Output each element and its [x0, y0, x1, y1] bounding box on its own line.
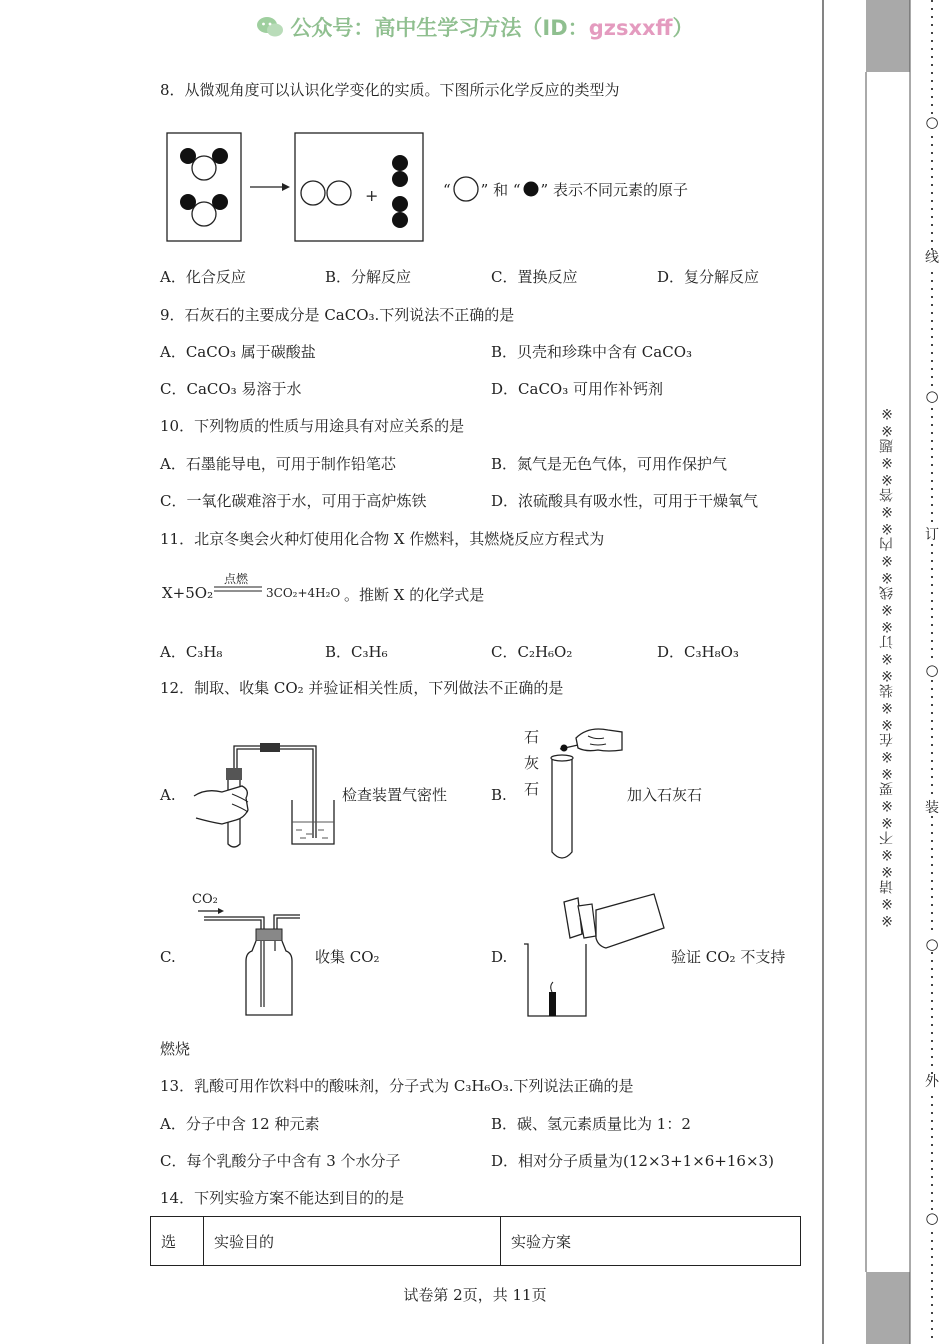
q8-legend-open: “ [443, 181, 451, 199]
q11-eq-condition: 点燃 [224, 572, 249, 586]
q13-option-d: D．相对分子质量为(12×3+1×6+16×3) [491, 1152, 774, 1170]
q12-option-a-letter: A. [160, 786, 176, 804]
binding-mark-zhuang: 装 [925, 800, 939, 816]
table-row [151, 1217, 801, 1266]
q12-stem: 12．制取、收集 CO₂ 并验证相关性质，下列做法不正确的是 [160, 679, 564, 697]
q11-option-c: C．C₂H₆O₂ [491, 643, 573, 661]
airtightness-apparatus-image [192, 738, 342, 850]
q8-legend-and: ” 和 “ [480, 181, 521, 199]
q10-option-a: A．石墨能导电，可用于制作铅笔芯 [160, 455, 396, 473]
header-banner [0, 12, 950, 42]
q14-header-option: 选 [151, 1217, 204, 1266]
q12-b-side-label [524, 724, 544, 802]
binding-circle-4: ○ [925, 935, 939, 953]
q13-stem: 13．乳酸可用作饮料中的酸味剂，分子式为 C₃H₆O₃.下列说法正确的是 [160, 1077, 634, 1095]
q13-option-a: A．分子中含 12 种元素 [160, 1115, 320, 1133]
binding-circle-3: ○ [925, 661, 939, 679]
q11-option-d: D．C₃H₈O₃ [657, 643, 739, 661]
q8-plus: + [365, 186, 379, 205]
q11-eq-tail: 。推断 X 的化学式是 [344, 586, 485, 604]
q11-option-b: B．C₃H₆ [325, 643, 388, 661]
black-atom-icon [521, 179, 541, 199]
binding-circle-2: ○ [925, 387, 939, 405]
q14-header-method: 实验方案 [501, 1217, 801, 1266]
q8-legend [443, 176, 688, 202]
q12-option-d-text: 验证 CO₂ 不支持 [671, 948, 786, 966]
q8-stem: 8．从微观角度可以认识化学变化的实质。下图所示化学反应的类型为 [160, 81, 620, 99]
gas-collection-bottle-image [196, 905, 304, 1020]
binding-mark-ding: 订 [925, 527, 939, 543]
q9-stem: 9．石灰石的主要成分是 CaCO₃.下列说法不正确的是 [160, 306, 515, 324]
q14-header-goal: 实验目的 [204, 1217, 501, 1266]
q10-option-c: C．一氧化碳难溶于水，可用于高炉炼铁 [160, 492, 427, 510]
q11-stem: 11．北京冬奥会火种灯使用化合物 X 作燃料，其燃烧反应方程式为 [160, 530, 605, 548]
q9-option-c: C．CaCO₃ 易溶于水 [160, 380, 302, 398]
q12-option-a-text: 检查装置气密性 [342, 786, 448, 804]
q12-option-b-text: 加入石灰石 [627, 786, 703, 804]
q11-eq-sign [214, 586, 262, 592]
q12-b-side-char-1: 石 [524, 728, 540, 746]
binding-circle-5: ○ [925, 1209, 939, 1227]
q8-option-b: B．分解反应 [325, 268, 412, 286]
binding-notice: ※※请※※不※※要※※在※※装※※订※※线※※内※※答※※题※※ [879, 404, 895, 928]
banner-close: ） [672, 16, 694, 40]
q9-option-a: A．CaCO₃ 属于碳酸盐 [160, 343, 316, 361]
co2-pour-beaker-image [522, 888, 668, 1022]
add-limestone-image [548, 722, 626, 866]
q12-b-side-char-2: 灰 [524, 754, 540, 772]
q8-option-a: A．化合反应 [160, 268, 246, 286]
q8-reaction-diagram [166, 130, 426, 245]
q12-option-c-letter: C. [160, 948, 176, 966]
q8-option-c: C．置换反应 [491, 268, 578, 286]
q10-stem: 10．下列物质的性质与用途具有对应关系的是 [160, 417, 465, 435]
q13-option-c: C．每个乳酸分子中含有 3 个水分子 [160, 1152, 401, 1170]
q11-option-a: A．C₃H₈ [160, 643, 223, 661]
wechat-icon [256, 16, 284, 38]
q11-equation [162, 570, 522, 610]
q14-stem: 14．下列实验方案不能达到目的的是 [160, 1189, 405, 1207]
q12-b-side-char-3: 石 [524, 780, 540, 798]
q12-c-gas-label: CO₂ [192, 892, 218, 907]
q12-option-d-letter: D. [491, 948, 508, 966]
q10-option-d: D．浓硫酸具有吸水性，可用于干燥氧气 [491, 492, 759, 510]
banner-id: gzsxxff [588, 16, 673, 40]
q13-option-b: B．碳、氢元素质量比为 1：2 [491, 1115, 691, 1133]
q9-option-b: B．贝壳和珍珠中含有 CaCO₃ [491, 343, 692, 361]
q11-eq-right: 3CO₂+4H₂O [266, 586, 341, 600]
banner-text: 公众号：高中生学习方法（ID： [290, 16, 589, 40]
binding-mark-line: 线 [925, 250, 939, 266]
q11-eq-left: X+5O₂ [162, 584, 214, 602]
binding-circle-1: ○ [925, 113, 939, 131]
binding-mark-wai: 外 [925, 1074, 939, 1090]
q8-option-d: D．复分解反应 [657, 268, 760, 286]
q8-legend-text: ” 表示不同元素的原子 [540, 181, 688, 199]
q9-option-d: D．CaCO₃ 可用作补钙剂 [491, 380, 664, 398]
q14-table [150, 1216, 801, 1266]
page-footer: 试卷第 2页，共 11页 [403, 1286, 547, 1304]
white-atom-icon [451, 176, 481, 202]
q12-option-c-text: 收集 CO₂ [315, 948, 380, 966]
q12-option-b-letter: B. [491, 786, 507, 804]
binding-line-column [922, 0, 942, 1344]
q12-option-d-continuation: 燃烧 [160, 1040, 191, 1058]
q10-option-b: B．氮气是无色气体，可用作保护气 [491, 455, 728, 473]
